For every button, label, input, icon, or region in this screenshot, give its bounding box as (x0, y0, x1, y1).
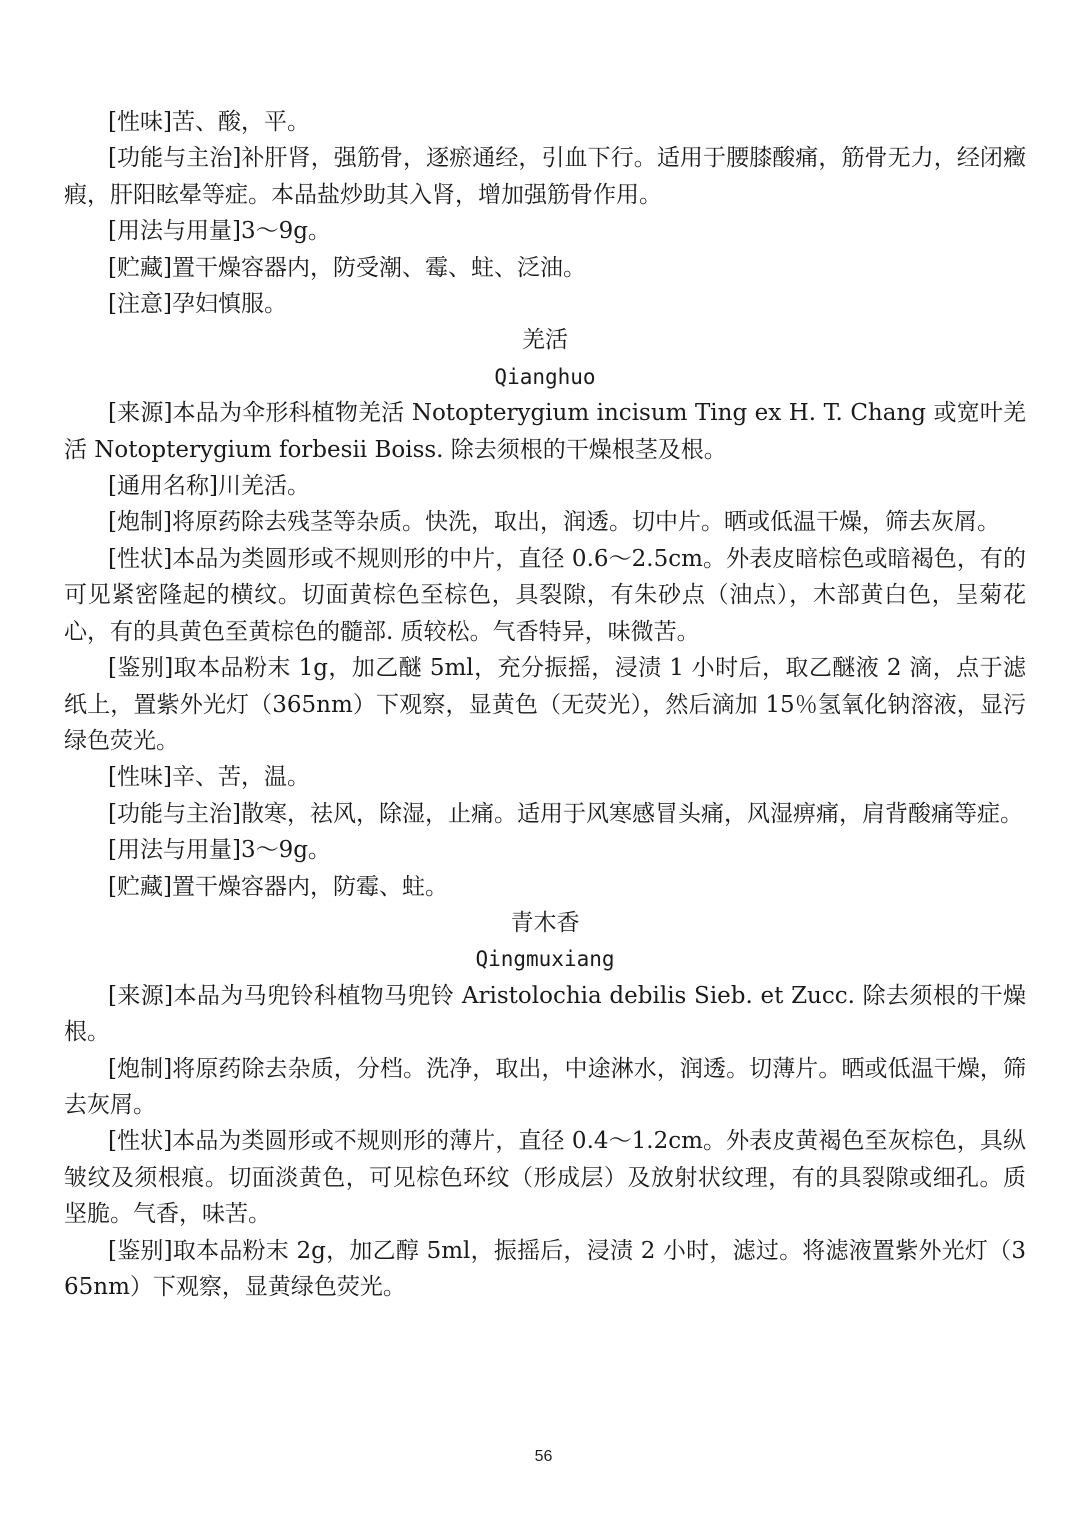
dosage-paragraph: [用法与用量]3～9g。 (108, 218, 331, 245)
page-number: 56 (534, 1448, 553, 1465)
dosage-paragraph: [用法与用量]3～9g。 (108, 837, 331, 864)
processing-paragraph: [炮制]将原药除去杂质，分档。洗净，取出，中途淋水，润透。切薄片。晒或低温干燥，筛去灰屑。 (64, 1055, 1026, 1118)
entry-pinyin-qingmuxiang: Qingmuxiang (475, 947, 615, 972)
description-paragraph: [性状]本品为类圆形或不规则形的中片，直径 0.6～2.5cm。外表皮暗棕色或暗褐色，有的可见紧密隆起的横纹。切面黄棕色至棕色，具裂隙，有朱砂点（油点），木部黄白色，呈菊花心，有的具黄色至黄棕色的髓部. 质较松。气香特异，味微苦。 (64, 545, 1026, 645)
source-paragraph: [来源]本品为马兜铃科植物马兜铃 Aristolochia debilis Sieb. et Zucc. 除去须根的干燥根。 (64, 982, 1026, 1046)
function-paragraph: [功能与主治]补肝肾，强筋骨，逐瘀通经，引血下行。适用于腰膝酸痛，筋骨无力，经闭癥瘕，肝阳眩晕等症。本品盐炒助其入肾，增加强筋骨作用。 (64, 145, 1026, 208)
processing-paragraph: [炮制]将原药除去残茎等杂质。快洗，取出，润透。切中片。晒或低温干燥，筛去灰屑。 (108, 509, 1000, 536)
common-name-paragraph: [通用名称]川羌活。 (108, 473, 310, 500)
entry-title-qianghuo: 羌活 (522, 327, 568, 354)
flavor-paragraph: [性味]苦、酸，平。 (108, 109, 310, 135)
entry-title-qingmuxiang: 青木香 (510, 909, 580, 936)
caution-paragraph: [注意]孕妇慎服。 (108, 291, 287, 318)
identification-paragraph: [鉴别]取本品粉末 1g，加乙醚 5ml，充分振摇，浸渍 1 小时后，取乙醚液 2 滴，点于滤纸上，置紫外光灯（365nm）下观察，显黄色（无荧光），然后滴加 15％氢氧化钠溶液，显污绿色荧光。 (64, 655, 1026, 754)
source-paragraph: [来源]本品为伞形科植物羌活 Notopterygium incisum Ting ex H. T. Chang 或宽叶羌活 Notopterygium forbesii Boiss. 除去须根的干燥根茎及根。 (64, 400, 1026, 463)
storage-paragraph: [贮藏]置干燥容器内，防霉、蛀。 (108, 873, 448, 900)
storage-paragraph: [贮藏]置干燥容器内，防受潮、霉、蛀、泛油。 (108, 254, 586, 281)
function-paragraph: [功能与主治]散寒，祛风，除湿，止痛。适用于风寒感冒头痛，风湿痹痛，肩背酸痛等症。 (108, 800, 1023, 827)
description-paragraph: [性状]本品为类圆形或不规则形的薄片，直径 0.4～1.2cm。外表皮黄褐色至灰棕色，具纵皱纹及须根痕。切面淡黄色，可见棕色环纹（形成层）及放射状纹理，有的具裂隙或细孔。质坚脆。气香，味苦。 (64, 1128, 1026, 1228)
flavor-paragraph: [性味]辛、苦，温。 (108, 764, 310, 791)
entry-pinyin-qianghuo: Qianghuo (494, 364, 596, 389)
page-content (64, 104, 1026, 1305)
identification-paragraph: [鉴别]取本品粉末 2g，加乙醇 5ml，振摇后，浸渍 2 小时，滤过。将滤液置紫外光灯（365nm）下观察，显黄绿色荧光。 (64, 1237, 1026, 1300)
